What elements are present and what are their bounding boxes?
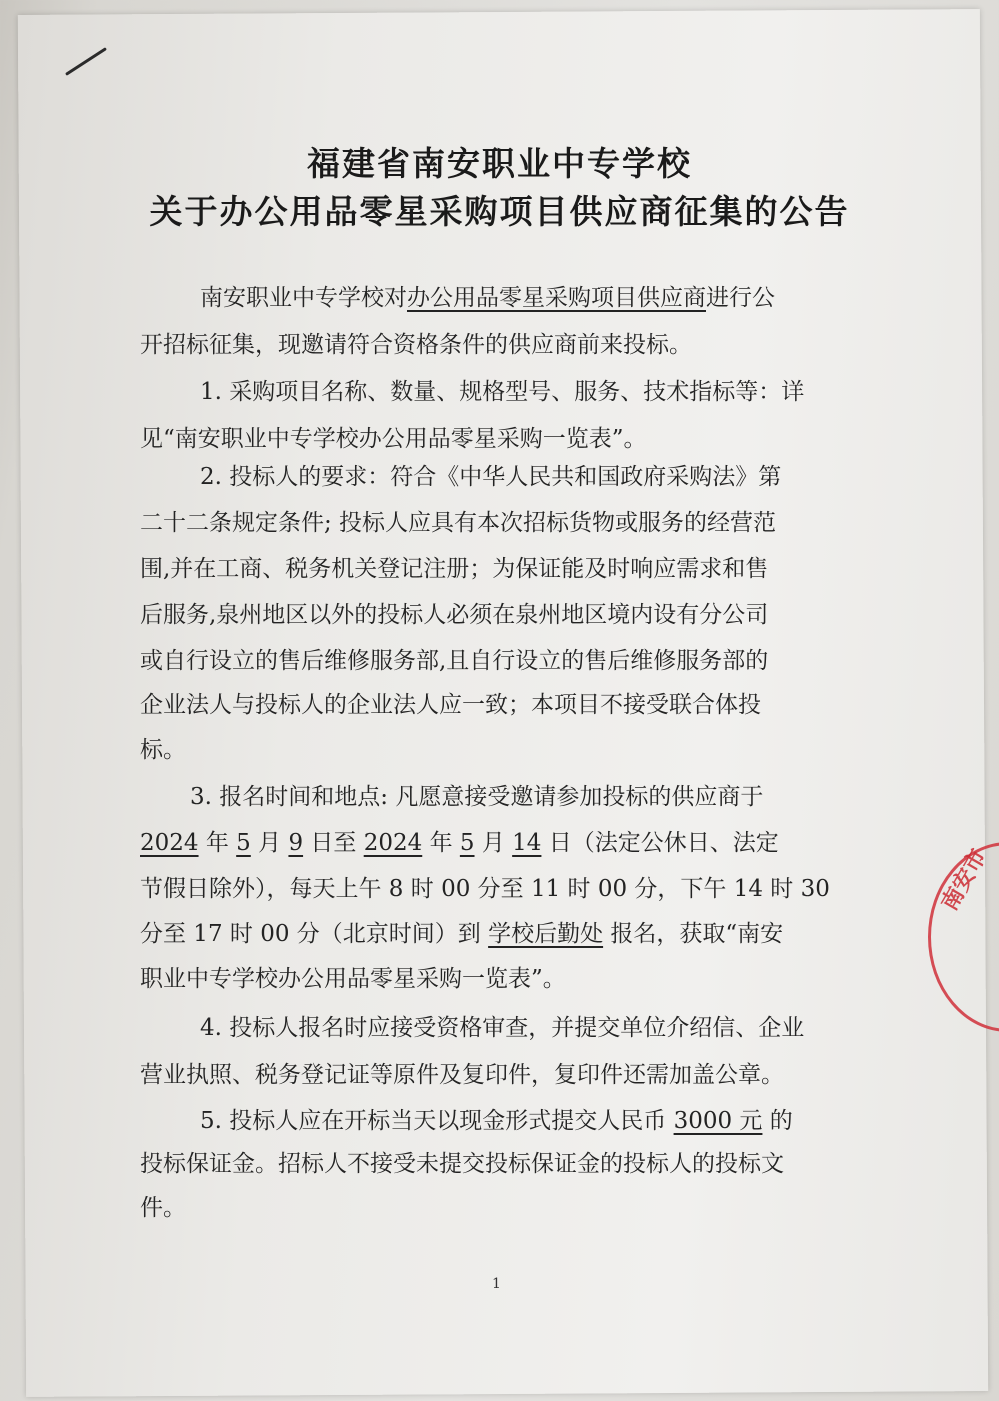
intro-line-2: 开招标征集，现邀请符合资格条件的供应商前来投标。 xyxy=(140,332,692,358)
item2-line-2: 二十二条规定条件; 投标人应具有本次招标货物或服务的经营范 xyxy=(140,510,777,536)
seal-text: 南安市 xyxy=(936,844,992,915)
title-line-1: 福建省南安职业中专学校 xyxy=(307,144,692,183)
item5-line-1: 5. 投标人应在开标当天以现金形式提交人民币 3000 元 的 xyxy=(200,1108,793,1134)
item2-line-1: 2. 投标人的要求：符合《中华人民共和国政府采购法》第 xyxy=(200,464,782,490)
item2-line-4: 后服务,泉州地区以外的投标人必须在泉州地区境内设有分公司 xyxy=(140,602,769,628)
title-line-2: 关于办公用品零星采购项目供应商征集的公告 xyxy=(149,192,850,231)
item3-line-4: 分至 17 时 00 分（北京时间）到 学校后勤处 报名，获取“南安 xyxy=(140,921,784,947)
item2-line-6: 企业法人与投标人的企业法人应一致；本项目不接受联合体投 xyxy=(140,692,761,718)
item3-line-1: 3. 报名时间和地点: 凡愿意接受邀请参加投标的供应商于 xyxy=(190,784,764,810)
item4-line-1: 4. 投标人报名时应接受资格审查，并提交单位介绍信、企业 xyxy=(200,1015,805,1041)
item4-line-2: 营业执照、税务登记证等原件及复印件，复印件还需加盖公章。 xyxy=(140,1062,784,1088)
item2-line-7: 标。 xyxy=(140,737,186,763)
item5-line-2: 投标保证金。招标人不接受未提交投标保证金的投标人的投标文 xyxy=(140,1151,784,1177)
item1-line-1: 1. 采购项目名称、数量、规格型号、服务、技术指标等：详 xyxy=(200,379,805,405)
item1-line-2: 见“南安职业中专学校办公用品零星采购一览表”。 xyxy=(140,426,647,452)
item3-line-2: 2024 年 5 月 9 日至 2024 年 5 月 14 日（法定公休日、法定 xyxy=(140,830,779,856)
item3-line-3: 节假日除外），每天上午 8 时 00 分至 11 时 00 分，下午 14 时 30 xyxy=(140,876,830,902)
intro-line-1: 南安职业中专学校对办公用品零星采购项目供应商进行公 xyxy=(200,285,775,311)
item2-line-5: 或自行设立的售后维修服务部,且自行设立的售后维修服务部的 xyxy=(140,648,769,674)
item3-line-5: 职业中专学校办公用品零星采购一览表”。 xyxy=(140,966,566,992)
page-number: 1 xyxy=(492,1276,501,1292)
item5-line-3: 件。 xyxy=(140,1195,186,1221)
item2-line-3: 围,并在工商、税务机关登记注册；为保证能及时响应需求和售 xyxy=(140,556,769,582)
